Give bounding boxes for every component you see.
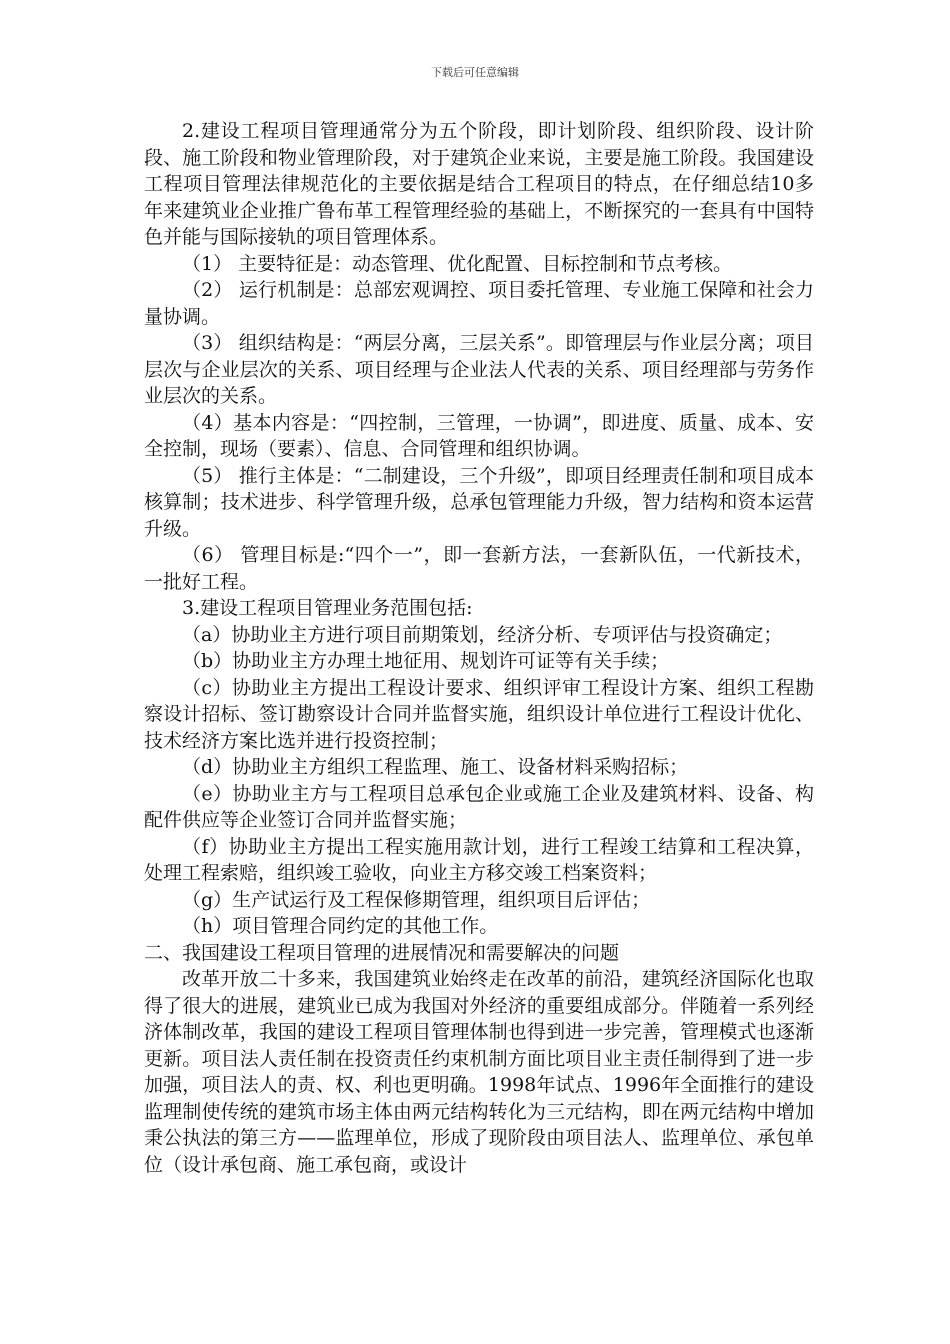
- paragraph-scope-d: （d）协助业主方组织工程监理、施工、设备材料采购招标；: [182, 756, 689, 778]
- paragraph-progress-body: 改革开放二十多来，我国建筑业始终走在改革的前沿，建筑经济国际化也取得了很大的进展，建筑业已成为我国对外经济的重要组成部分。伴随着一系列经济体制改革，我国的建设工程项目管理体制也得到进一步完善，管理模式也逐渐更新。项目法人责任制在投资责任约束机制方面比项目业主责任制得到了进一步加强，项目法人的责、权、利也更明确。1998年试点、1996年全面推行的建设监理制使传统的建筑市场主体由两元结构转化为三元结构，即在两元结构中增加秉公执法的第三方——监理单位，形成了现阶段由项目法人、监理单位、承包单位（设计承包商、施工承包商，或设计: [144, 968, 814, 1176]
- paragraph-feature-4: （4）基本内容是：“四控制，三管理，一协调”，即进度、质量、成本、安全控制，现场（要素）、信息、合同管理和组织协调。: [144, 411, 814, 460]
- paragraph-feature-1: （1） 主要特征是：动态管理、优化配置、目标控制和节点考核。: [182, 252, 733, 275]
- paragraph-feature-6: （6） 管理目标是:“四个一”，即一套新方法，一套新队伍，一代新技术，一批好工程。: [144, 544, 814, 593]
- document-body: [144, 118, 814, 1178]
- paragraph-scope-b: （b）协助业主方办理土地征用、规划许可证等有关手续；: [182, 650, 670, 672]
- paragraph-scope-e: （e）协助业主方与工程项目总承包企业或施工企业及建筑材料、设备、构配件供应等企业签订合同并监督实施；: [144, 782, 814, 831]
- paragraph-feature-3: （3） 组织结构是：“两层分离，三层关系”。即管理层与作业层分离；项目层次与企业层次的关系、项目经理与企业法人代表的关系、项目经理部与劳务作业层次的关系。: [144, 332, 814, 407]
- section-heading-progress: 二、我国建设工程项目管理的进展情况和需要解决的问题: [144, 941, 620, 964]
- paragraph-scope-a: （a）协助业主方进行项目前期策划，经济分析、专项评估与投资确定；: [182, 623, 783, 646]
- paragraph-scope-heading: 3.建设工程项目管理业务范围包括:: [182, 597, 473, 619]
- paragraph-stage-overview: 2.建设工程项目管理通常分为五个阶段，即计划阶段、组织阶段、设计阶段、施工阶段和物业管理阶段，对于建筑企业来说，主要是施工阶段。我国建设工程项目管理法律规范化的主要依据是结合工程项目的特点，在仔细总结10多年来建筑业企业推广鲁布革工程管理经验的基础上，不断探究的一套具有中国特色并能与国际接轨的项目管理体系。: [144, 120, 814, 248]
- paragraph-scope-f: （f）协助业主方提出工程实施用款计划，进行工程竣工结算和工程决算，处理工程索赔，组织竣工验收，向业主方移交竣工档案资料；: [144, 835, 814, 884]
- paragraph-scope-c: （c）协助业主方提出工程设计要求、组织评审工程设计方案、组织工程勘察设计招标、签订勘察设计合同并监督实施，组织设计单位进行工程设计优化、技术经济方案比选并进行投资控制；: [144, 676, 814, 752]
- paragraph-feature-2: （2） 运行机制是：总部宏观调控、项目委托管理、专业施工保障和社会力量协调。: [144, 279, 814, 328]
- paragraph-scope-g: （g）生产试运行及工程保修期管理，组织项目后评估；: [182, 888, 651, 911]
- paragraph-scope-h: （h）项目管理合同约定的其他工作。: [182, 915, 499, 937]
- page-header: 下载后可任意编辑: [431, 66, 519, 79]
- paragraph-feature-5: （5） 推行主体是：“二制建设，三个升级”，即项目经理责任制和项目成本核算制；技术进步、科学管理升级，总承包管理能力升级，智力结构和资本运营升级。: [144, 464, 814, 540]
